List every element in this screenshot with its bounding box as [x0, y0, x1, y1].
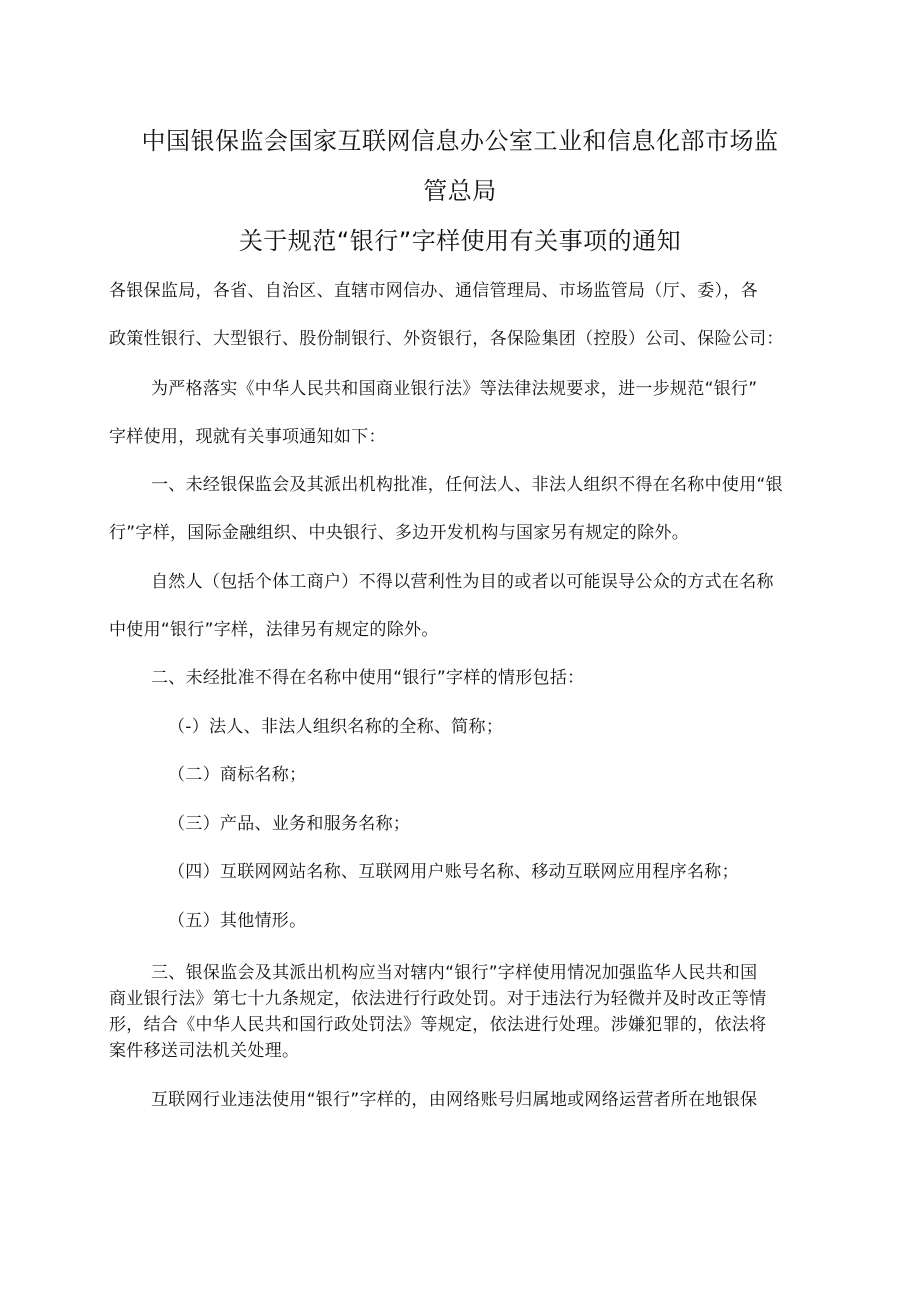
section-3-line-1: 三、银保监会及其派出机构应当对辖内“银行”字样使用情况加强监华人民共和国 — [151, 963, 758, 983]
addressees-line-1: 各银保监局，各省、自治区、直辖市网信办、通信管理局、市场监管局（厅、委），各 — [109, 281, 758, 301]
addressees-line-2: 政策性银行、大型银行、股份制银行、外资银行，各保险集团（控股）公司、保险公司： — [109, 329, 784, 349]
section-2-item-1: （-）法人、非法人组织名称的全称、简称； — [168, 717, 504, 737]
section-2-item-3: （三）产品、业务和服务名称； — [168, 814, 411, 834]
section-1-line-2: 行”字样，国际金融组织、中央银行、多边开发机构与国家另有规定的除外。 — [109, 523, 690, 543]
section-3-line-2: 商业银行法》第七十九条规定，依法进行行政处罚。对于违法行为轻微并及时改正等情 — [109, 989, 767, 1009]
natural-person-line-1: 自然人（包括个体工商户）不得以营利性为目的或者以可能误导公众的方式在名称 — [151, 572, 774, 592]
document-title-line-2: 管总局 — [423, 177, 497, 205]
section-3-line-3: 形，结合《中华人民共和国行政处罚法》等规定，依法进行处理。涉嫌犯罪的，依法将 — [109, 1015, 767, 1035]
section-2-item-2: （二）商标名称； — [168, 765, 307, 785]
internet-line-1: 互联网行业违法使用“银行”字样的，由网络账号归属地或网络运营者所在地银保 — [151, 1090, 758, 1110]
intro-line-1: 为严格落实《中华人民共和国商业银行法》等法律法规要求，进一步规范“银行” — [151, 379, 758, 399]
intro-line-2: 字样使用，现就有关事项通知如下： — [109, 427, 386, 447]
section-3-line-4: 案件移送司法机关处理。 — [109, 1041, 300, 1061]
document-title-line-3: 关于规范“银行”字样使用有关事项的通知 — [238, 227, 682, 255]
section-2-item-5: （五）其他情形。 — [168, 911, 307, 931]
section-2-item-4: （四）互联网网站名称、互联网用户账号名称、移动互联网应用程序名称； — [168, 862, 739, 882]
natural-person-line-2: 中使用“银行”字样，法律另有规定的除外。 — [109, 620, 439, 640]
section-1-line-1: 一、未经银保监会及其派出机构批准，任何法人、非法人组织不得在名称中使用“银 — [151, 475, 783, 495]
section-2-heading: 二、未经批准不得在名称中使用“银行”字样的情形包括： — [151, 668, 585, 688]
document-title-line-1: 中国银保监会国家互联网信息办公室工业和信息化部市场监 — [141, 127, 779, 155]
